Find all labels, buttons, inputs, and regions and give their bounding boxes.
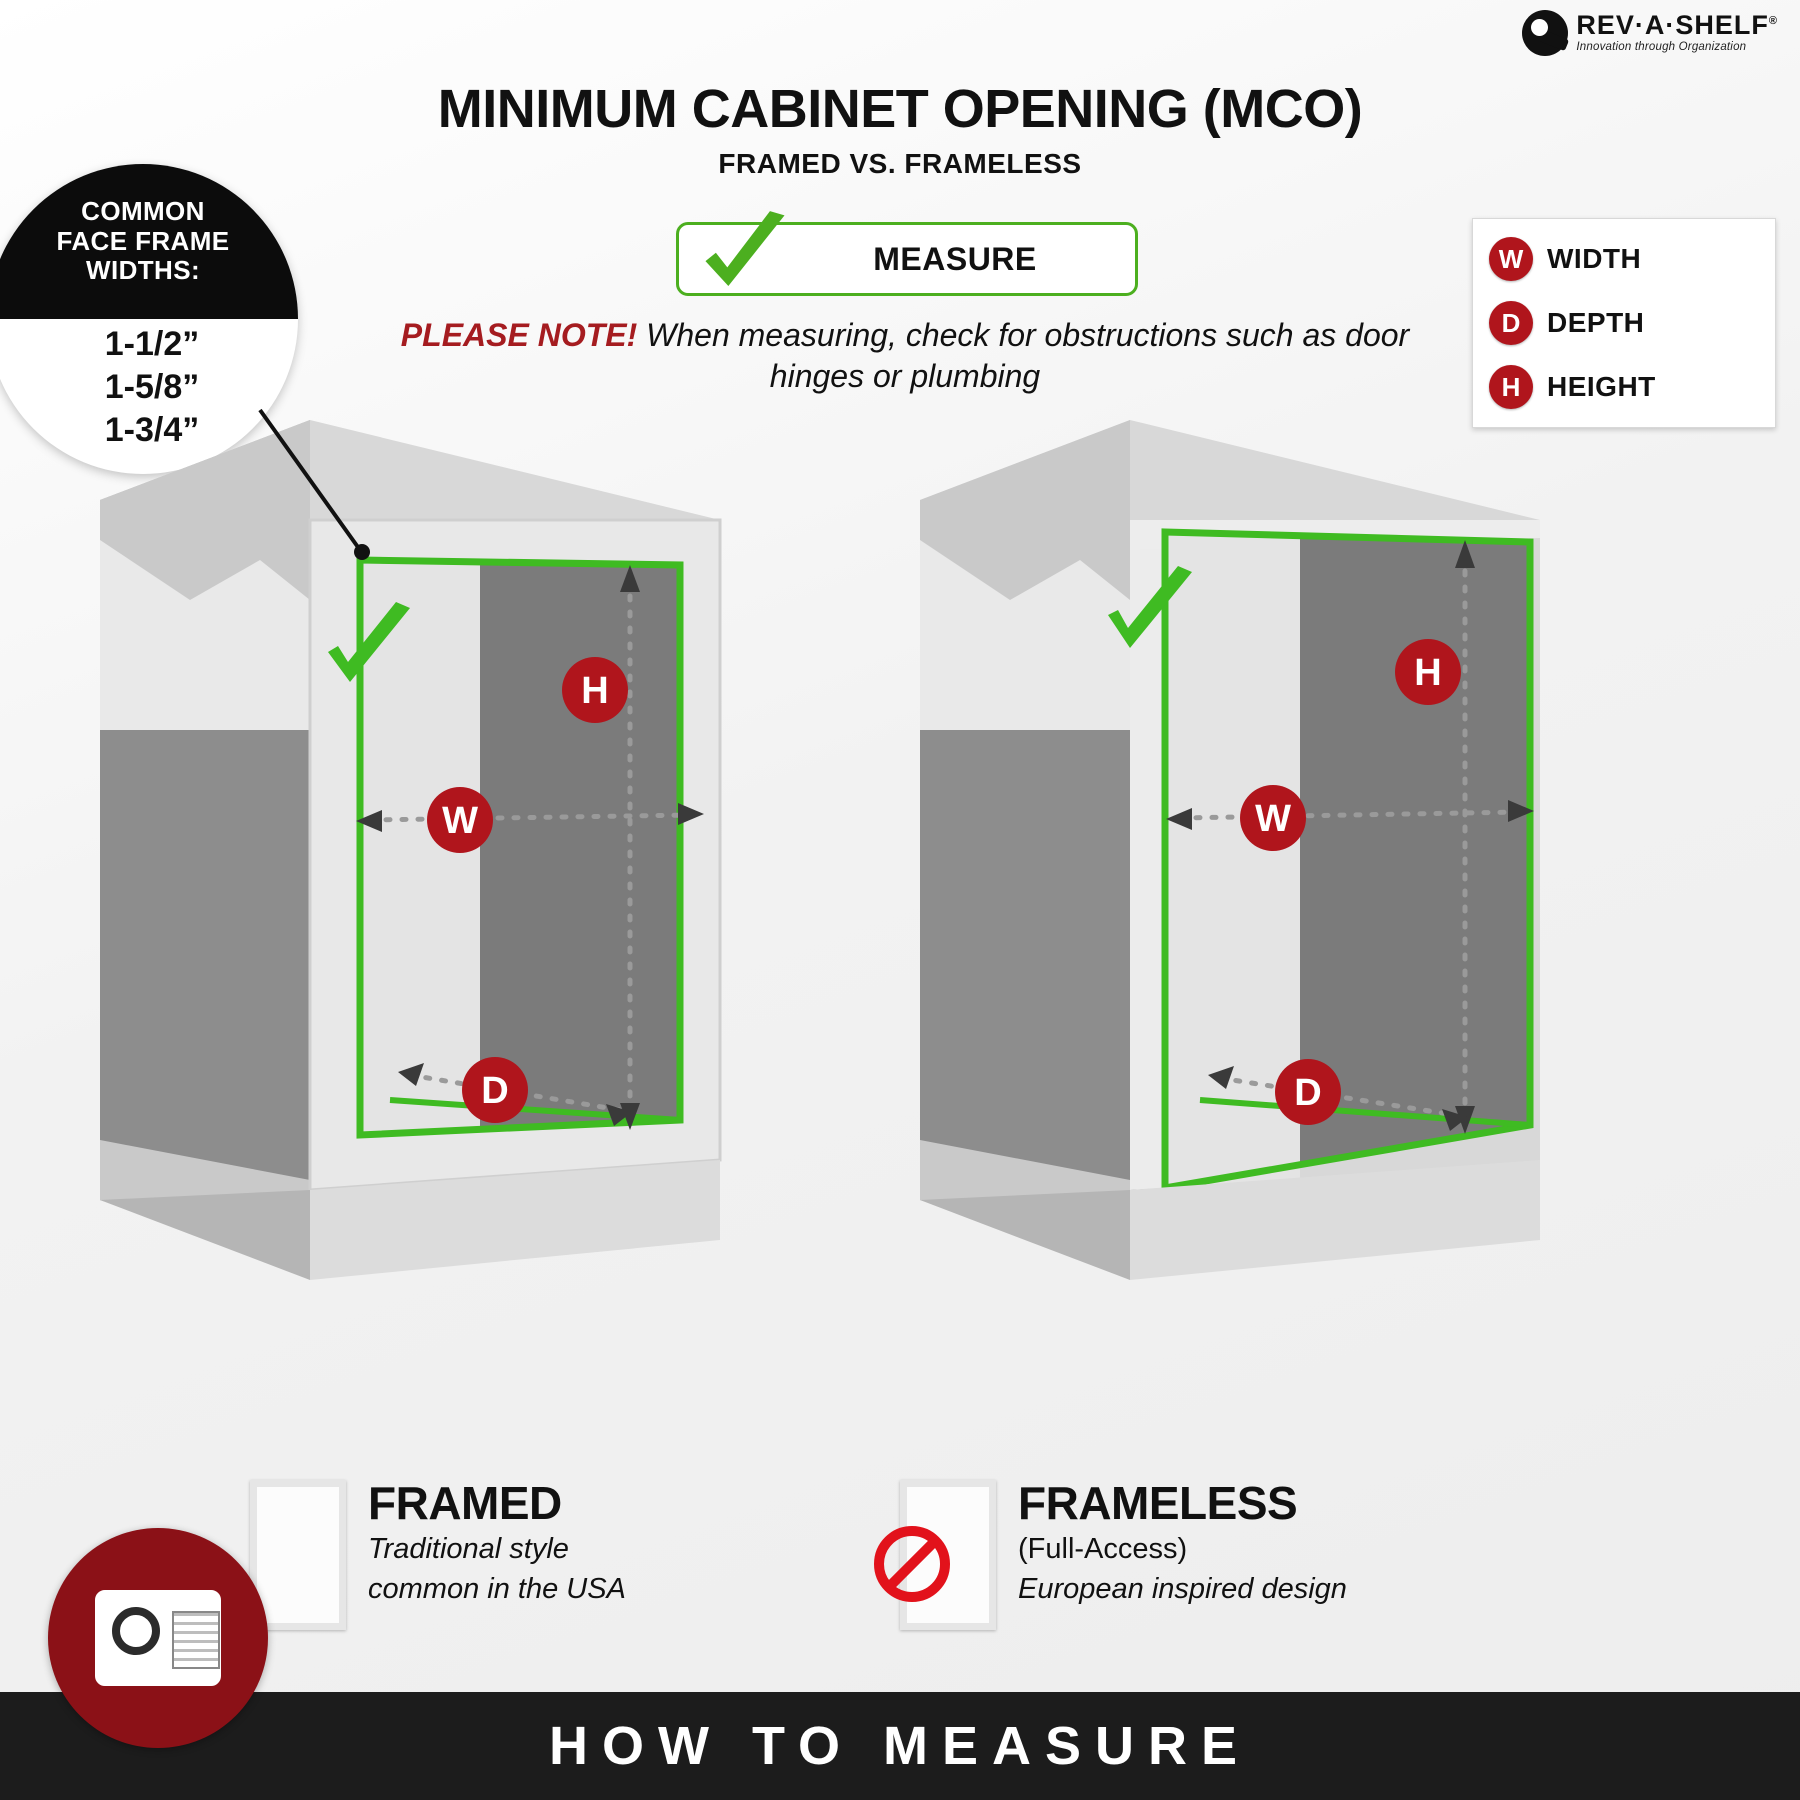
brand-name <box>1576 12 1778 39</box>
legend-label-depth: DEPTH <box>1547 307 1645 338</box>
bubble-width-1: 1-1/2” <box>104 325 200 364</box>
svg-text:H: H <box>581 670 609 712</box>
key-frameless-desc-1: European inspired design <box>1018 1573 1347 1606</box>
key-framed-desc-1: Traditional style <box>368 1533 569 1565</box>
legend-label-width: WIDTH <box>1547 243 1642 274</box>
cabinet-frameless-icon <box>900 1480 996 1630</box>
svg-text:D: D <box>481 1070 509 1112</box>
key-frameless <box>900 1477 1347 1630</box>
measuring-note <box>400 315 1410 397</box>
legend-row-depth <box>1489 301 1759 345</box>
brand-logo-text <box>1576 12 1778 54</box>
bubble-heading <box>0 164 298 319</box>
bubble-width-3: 1-3/4” <box>104 411 200 450</box>
key-framed-desc-2: common in the USA <box>368 1573 626 1606</box>
key-frameless-subtitle: (Full-Access) <box>1018 1533 1188 1565</box>
bubble-heading-line1: COMMON <box>81 195 205 226</box>
frameless-cabinet-diagram <box>880 400 1580 1300</box>
brand-registered-mark: ® <box>1768 15 1778 28</box>
page-title: MINIMUM CABINET OPENING (MCO) <box>437 79 1363 139</box>
badge-w-icon: W <box>1489 237 1533 281</box>
cabinet-face-frame-icon <box>250 1480 346 1630</box>
legend-row-width <box>1489 237 1759 281</box>
svg-text:H: H <box>1414 652 1442 694</box>
dimension-legend <box>1472 218 1776 428</box>
key-frameless-title: FRAMELESS <box>1018 1477 1298 1529</box>
green-check-icon <box>693 207 797 311</box>
tape-measure-icon <box>95 1590 221 1686</box>
brand-name-text: REV·A·SHELF <box>1576 10 1769 41</box>
note-text: When measuring, check for obstructions such as door hinges or plumbing <box>637 317 1410 394</box>
key-framed-text <box>368 1477 626 1606</box>
tape-measure-badge <box>48 1528 268 1748</box>
footer-bar <box>0 1692 1800 1800</box>
prohibition-icon <box>874 1526 950 1602</box>
legend-label-height: HEIGHT <box>1547 371 1656 402</box>
svg-text:D: D <box>1294 1072 1322 1114</box>
brand-tagline: Innovation through Organization <box>1576 41 1747 54</box>
svg-text:W: W <box>1255 798 1291 840</box>
note-emphasis: PLEASE NOTE! <box>400 317 638 353</box>
key-frameless-text <box>1018 1477 1347 1606</box>
rev-a-shelf-logo-icon <box>1522 10 1568 56</box>
badge-d-icon: D <box>1489 301 1533 345</box>
page-subtitle: FRAMED VS. FRAMELESS <box>718 148 1082 179</box>
key-framed-title: FRAMED <box>368 1477 562 1529</box>
bubble-heading-line3: WIDTHS: <box>86 255 200 286</box>
bubble-heading-line2: FACE FRAME <box>56 225 230 256</box>
brand-logo <box>1522 10 1778 56</box>
key-framed <box>250 1477 626 1630</box>
measure-callout <box>676 222 1138 296</box>
framed-cabinet-diagram <box>60 400 760 1300</box>
svg-text:W: W <box>442 800 478 842</box>
measure-label: MEASURE <box>873 240 1037 277</box>
badge-h-icon: H <box>1489 365 1533 409</box>
bubble-width-2: 1-5/8” <box>104 368 200 407</box>
footer-title: HOW TO MEASURE <box>548 1716 1251 1776</box>
